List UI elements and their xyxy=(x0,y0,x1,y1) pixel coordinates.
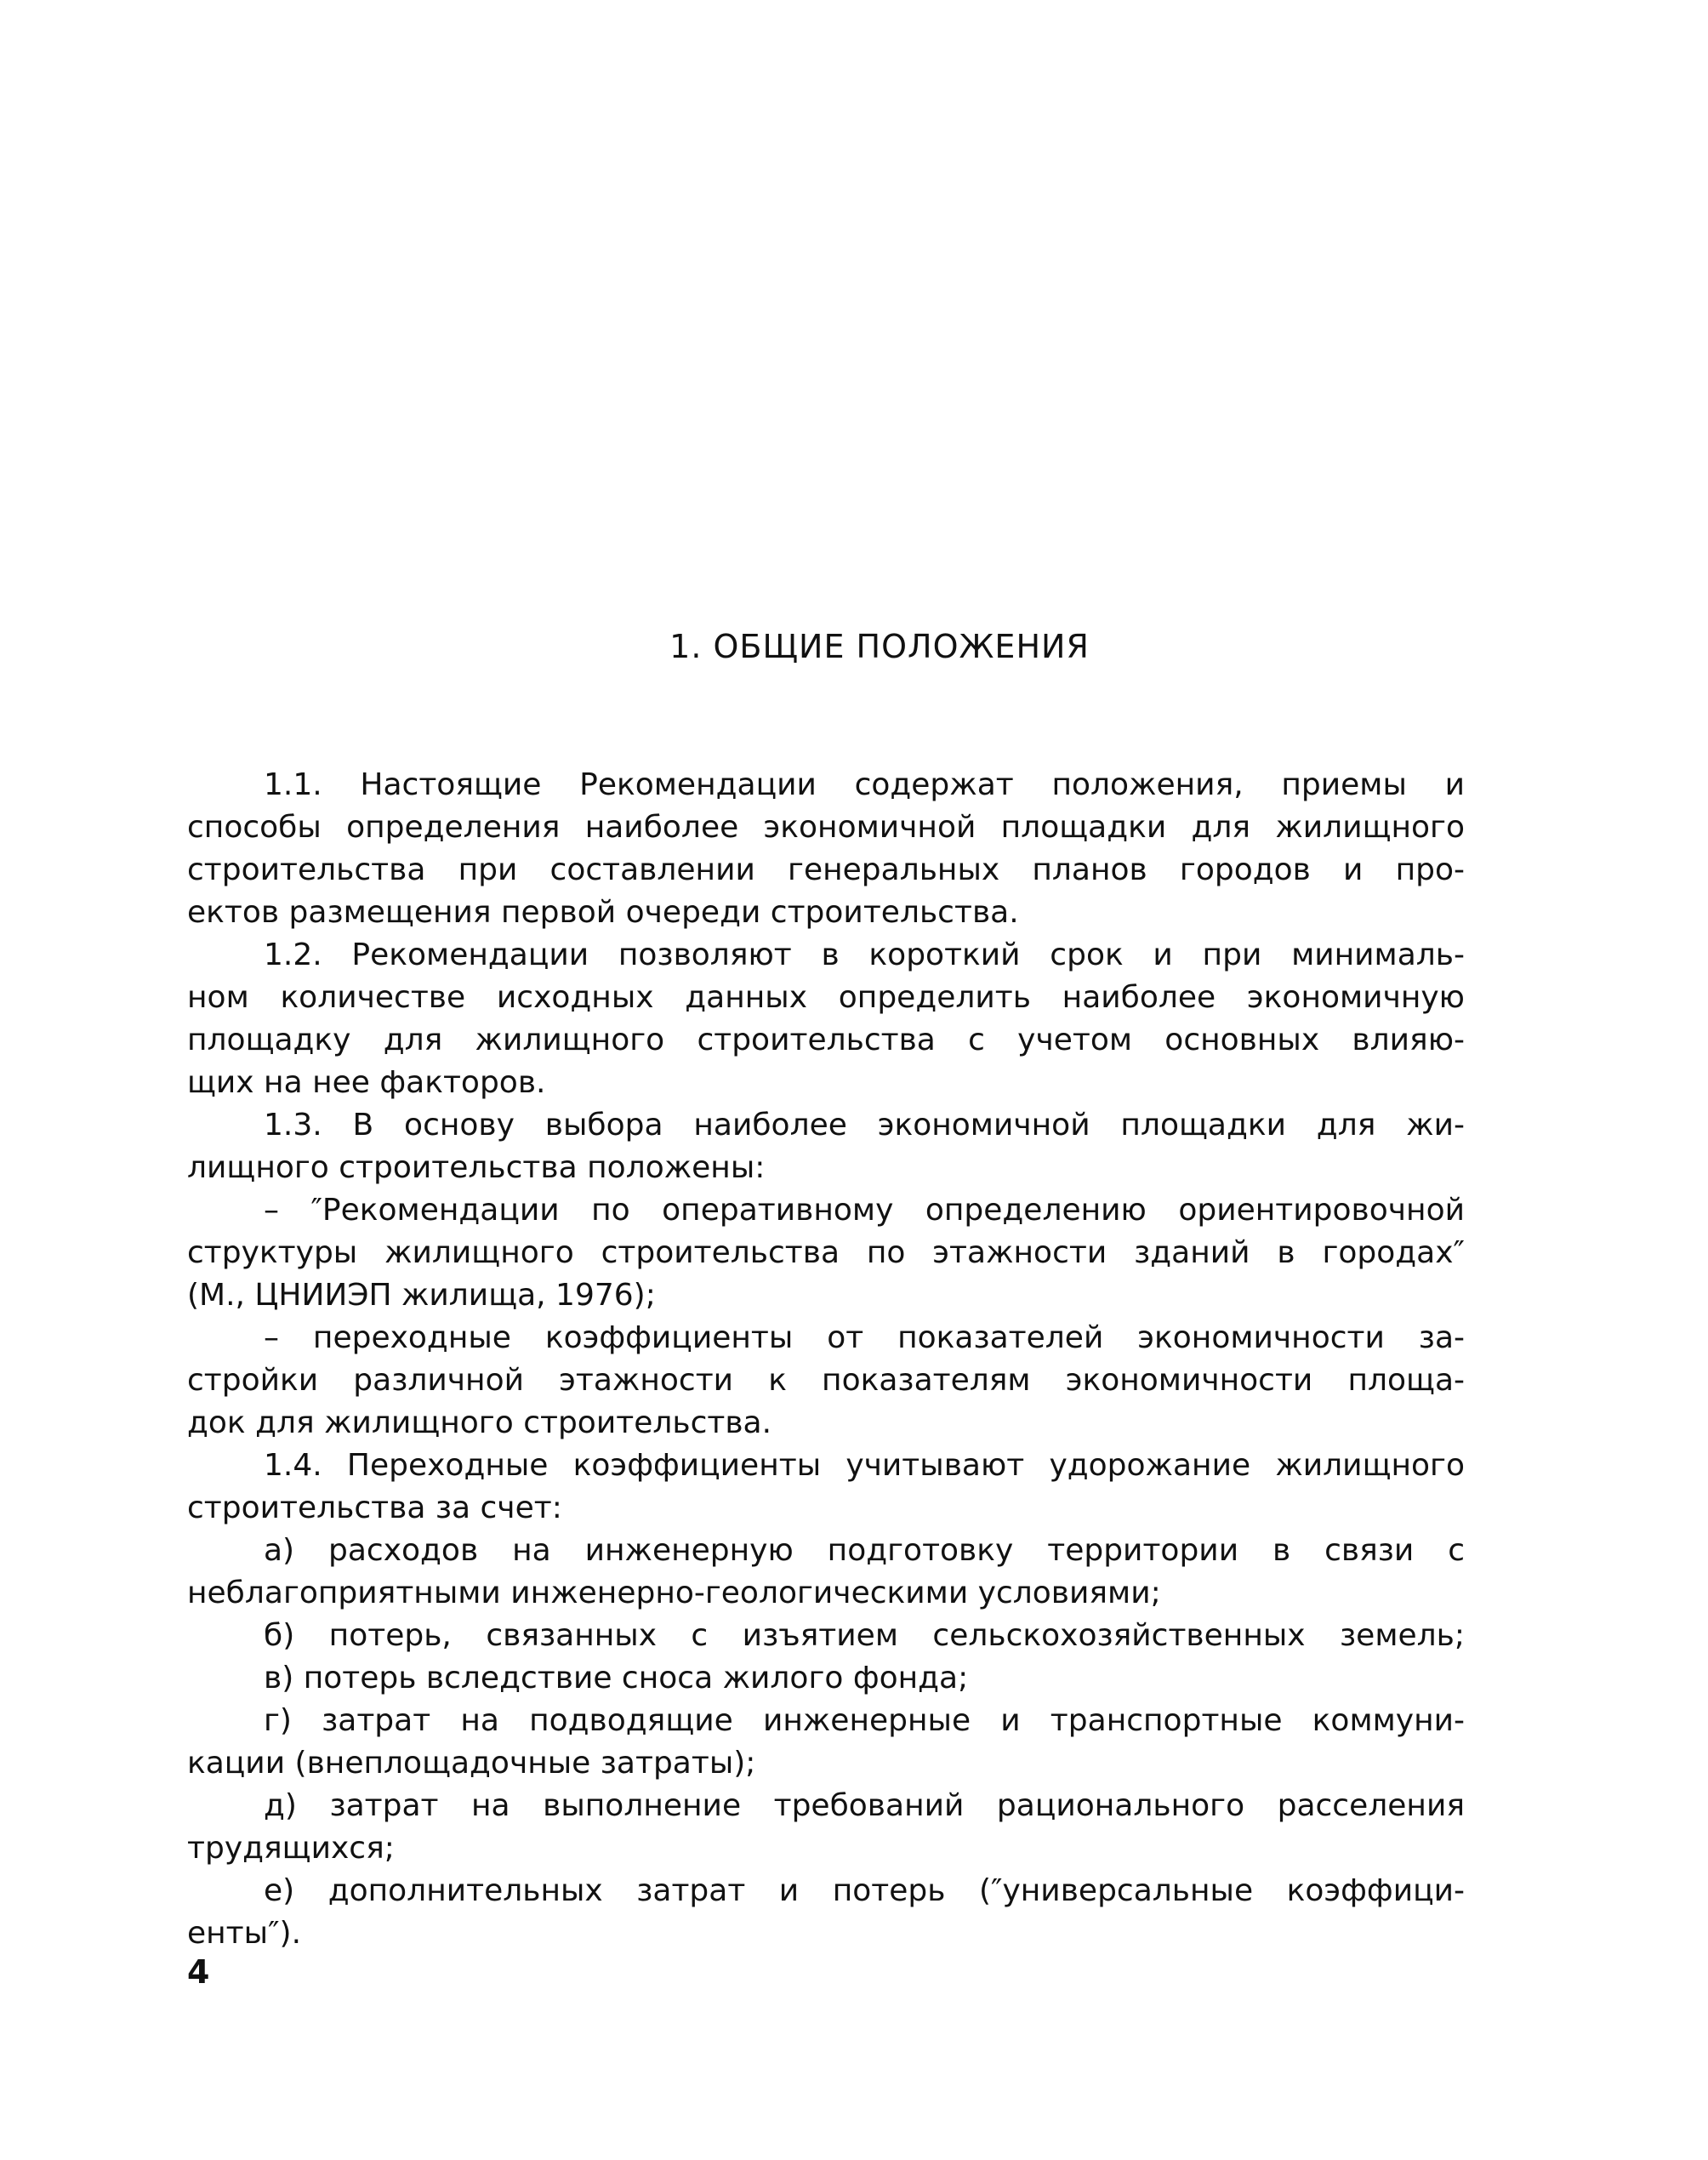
text-line: б) потерь, связанных с изъятием сельскохозяйственных земель; xyxy=(264,1618,1465,1653)
text-line: способы определения наиболее экономичной площадки для жилищного xyxy=(187,810,1465,845)
text-line: стройки различной этажности к показателям экономичности площа- xyxy=(187,1363,1465,1398)
page-number: 4 xyxy=(187,1953,210,1991)
text-line: д) затрат на выполнение требований рационального расселения xyxy=(264,1788,1465,1823)
text-line: трудящихся; xyxy=(187,1831,395,1866)
text-line: кации (внеплощадочные затраты); xyxy=(187,1746,756,1781)
text-line: щих на нее факторов. xyxy=(187,1065,546,1100)
text-line: – переходные коэффициенты от показателей экономичности за- xyxy=(264,1320,1465,1355)
text-line: площадку для жилищного строительства с учетом основных влияю- xyxy=(187,1023,1465,1057)
text-line: 1.4. Переходные коэффициенты учитывают удорожание жилищного xyxy=(264,1448,1465,1483)
text-line: 1.3. В основу выбора наиболее экономичной площадки для жи- xyxy=(264,1108,1465,1143)
text-line: лищного строительства положены: xyxy=(187,1150,766,1185)
text-line: ном количестве исходных данных определить наиболее экономичную xyxy=(187,980,1465,1015)
text-line: е) дополнительных затрат и потерь (″универсальные коэффици- xyxy=(264,1873,1465,1908)
text-line: структуры жилищного строительства по этажности зданий в городах″ xyxy=(187,1235,1465,1270)
text-line: г) затрат на подводящие инженерные и транспортные коммуни- xyxy=(264,1703,1465,1738)
text-line: неблагоприятными инженерно-геологическими условиями; xyxy=(187,1576,1161,1610)
text-line: а) расходов на инженерную подготовку территории в связи с xyxy=(264,1533,1465,1568)
text-line: енты″). xyxy=(187,1916,302,1951)
text-line: (М., ЦНИИЭП жилища, 1976); xyxy=(187,1278,656,1313)
section-heading: 1. ОБЩИЕ ПОЛОЖЕНИЯ xyxy=(669,628,1090,665)
text-line: в) потерь вследствие сноса жилого фонда; xyxy=(264,1661,969,1696)
text-line: – ″Рекомендации по оперативному определению ориентировочной xyxy=(264,1193,1465,1228)
text-line: 1.2. Рекомендации позволяют в короткий срок и при минималь- xyxy=(264,938,1465,972)
text-line: ектов размещения первой очереди строительства. xyxy=(187,895,1019,930)
text-line: 1.1. Настоящие Рекомендации содержат положения, приемы и xyxy=(264,767,1465,802)
text-line: строительства при составлении генеральных планов городов и про- xyxy=(187,852,1465,887)
text-line: док для жилищного строительства. xyxy=(187,1405,772,1440)
text-line: строительства за счет: xyxy=(187,1490,562,1525)
